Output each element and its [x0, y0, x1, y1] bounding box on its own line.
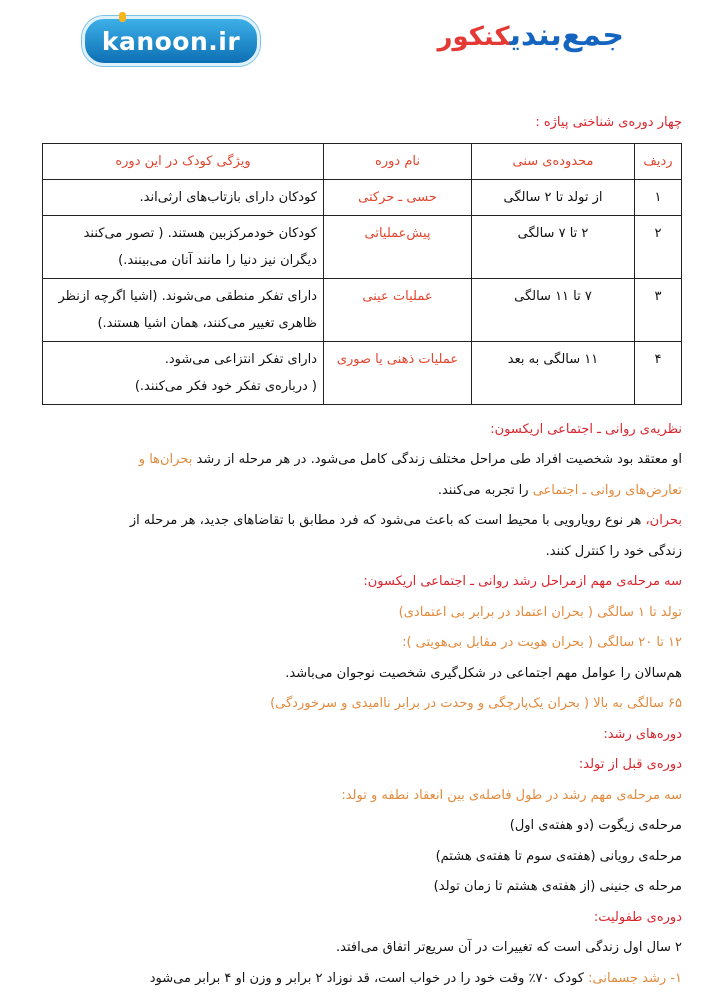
row-desc — [43, 341, 324, 404]
childhood-title: دوره‌ی طفولیت: — [593, 909, 682, 925]
prenatal-stage-c: مرحله ی جنینی (از هفته‌ی هشتم تا زمان تولد) — [433, 879, 682, 894]
row-num: ۴ — [635, 341, 682, 404]
table-header-row — [43, 143, 682, 179]
row-num: ۳ — [635, 278, 682, 341]
stage-2-note: هم‌سالان را عوامل مهم اجتماعی در شکل‌گیری شخصیت نوجوان می‌باشد. — [285, 665, 682, 681]
stages-title: سه مرحله‌ی مهم ازمراحل رشد روانی ـ اجتماعی اریکسون: — [363, 574, 682, 589]
row-desc-line: کودکان دارای بازتاب‌های ارثی‌اند. — [139, 189, 317, 205]
stage-3: ۶۵ سالگی به بالا ( بحران یک‌پارچگی و وحدت در برابر ناامیدی و سرخوردگی) — [270, 696, 682, 711]
physical-growth — [50, 964, 682, 995]
erikson-p2-highlight: تعارض‌های روانی ـ اجتماعی — [532, 482, 682, 498]
row-desc-line: ( درباره‌ی تفکر خود فکر می‌کنند.) — [134, 378, 317, 394]
kanoon-logo — [82, 16, 260, 66]
erikson-title: نظریه‌ی روانی ـ اجتماعی اریکسون: — [490, 421, 682, 437]
table-row — [43, 278, 682, 341]
row-desc — [43, 179, 324, 215]
prenatal-stage-a: مرحله‌ی زیگوت (دو هفته‌ی اول) — [509, 818, 682, 833]
row-name: حسی ـ حرکتی — [324, 179, 472, 215]
prenatal-subtitle: سه مرحله‌ی مهم رشد در طول فاصله‌ی بین انعقاد نطفه و تولد: — [341, 787, 682, 803]
crisis-text: هر نوع رویارویی با محیط است که باعث می‌شود که فرد مطابق با تقاضاهای جدید، هر مرحله از — [129, 513, 646, 528]
row-name: پیش‌عملیاتی — [324, 215, 472, 278]
erikson-p1-highlight: بحران‌ها و — [138, 452, 193, 467]
erikson-paragraph-2 — [50, 476, 682, 507]
stage-1: تولد تا ۱ سالگی ( بحران اعتماد در برابر بی اعتمادی) — [398, 604, 682, 620]
row-desc-line: دارای تفکر منطقی می‌شوند. (اشیا اگرچه ازنظر — [58, 288, 317, 304]
crisis-label: بحران، — [645, 513, 682, 528]
table-row — [43, 179, 682, 215]
crisis-paragraph-2: زندگی خود را کنترل کنند. — [545, 543, 682, 559]
physical-text: کودک ۷۰٪ وقت خود را در خواب است، قد نوزاد ۲ برابر و وزن او ۴ برابر می‌شود — [149, 970, 589, 986]
row-desc — [43, 278, 324, 341]
prenatal-title: دوره‌ی قبل از تولد: — [578, 757, 682, 772]
brand-part2: کنکور — [437, 22, 510, 52]
crisis-paragraph — [50, 506, 682, 537]
row-desc-line: دیگران نیز دنیا را مانند آنان می‌بینند.) — [118, 252, 317, 268]
row-age: ۱۱ سالگی به بعد — [472, 341, 635, 404]
row-age: ۷ تا ۱۱ سالگی — [472, 278, 635, 341]
row-name: عملیات عینی — [324, 278, 472, 341]
brand-title — [438, 18, 624, 53]
row-age: از تولد تا ۲ سالگی — [472, 179, 635, 215]
row-name: عملیات ذهنی یا صوری — [324, 341, 472, 404]
table-title: چهار دوره‌ی شناختی پیاژه : — [535, 115, 682, 130]
header-desc: ویژگی کودک در این دوره — [43, 143, 324, 179]
document-body — [50, 108, 682, 994]
row-desc-line: کودکان خودمرکزبین هستند. ( تصور می‌کنند — [83, 225, 317, 241]
stage-2: ۱۲ تا ۲۰ سالگی ( بحران هویت در مقابل بی‌هویتی ): — [402, 635, 682, 650]
table-row — [43, 215, 682, 278]
row-age: ۲ تا ۷ سالگی — [472, 215, 635, 278]
growth-title: دوره‌های رشد: — [603, 726, 682, 742]
header-num: ردیف — [635, 143, 682, 179]
row-desc-line: ظاهری تغییر می‌کنند، همان اشیا هستند.) — [97, 315, 317, 331]
header-name: نام دوره — [324, 143, 472, 179]
row-num: ۲ — [635, 215, 682, 278]
logo-text: kanoon.ir — [101, 26, 241, 56]
piaget-table — [42, 143, 682, 405]
childhood-text: ۲ سال اول زندگی است که تغییرات در آن سریع‌تر اتفاق می‌افتد. — [336, 940, 682, 955]
row-num: ۱ — [635, 179, 682, 215]
physical-label: ۱- رشد جسمانی: — [588, 970, 682, 986]
brand-part1: جمع‌بندی — [509, 18, 624, 53]
header-age: محدوده‌ی سنی — [472, 143, 635, 179]
row-desc — [43, 215, 324, 278]
erikson-p1-text: او معتقد بود شخصیت افراد طی مراحل مختلف زندگی کامل می‌شود. در هر مرحله از رشد — [192, 452, 682, 467]
prenatal-stage-b: مرحله‌ی رویانی (هفته‌ی سوم تا هفته‌ی هشتم) — [435, 848, 682, 864]
erikson-paragraph-1 — [50, 445, 682, 476]
logo-dot-icon — [119, 12, 126, 22]
erikson-p2-text: را تجربه می‌کنند. — [437, 482, 533, 498]
row-desc-line: دارای تفکر انتزاعی می‌شود. — [164, 351, 317, 367]
table-row — [43, 341, 682, 404]
